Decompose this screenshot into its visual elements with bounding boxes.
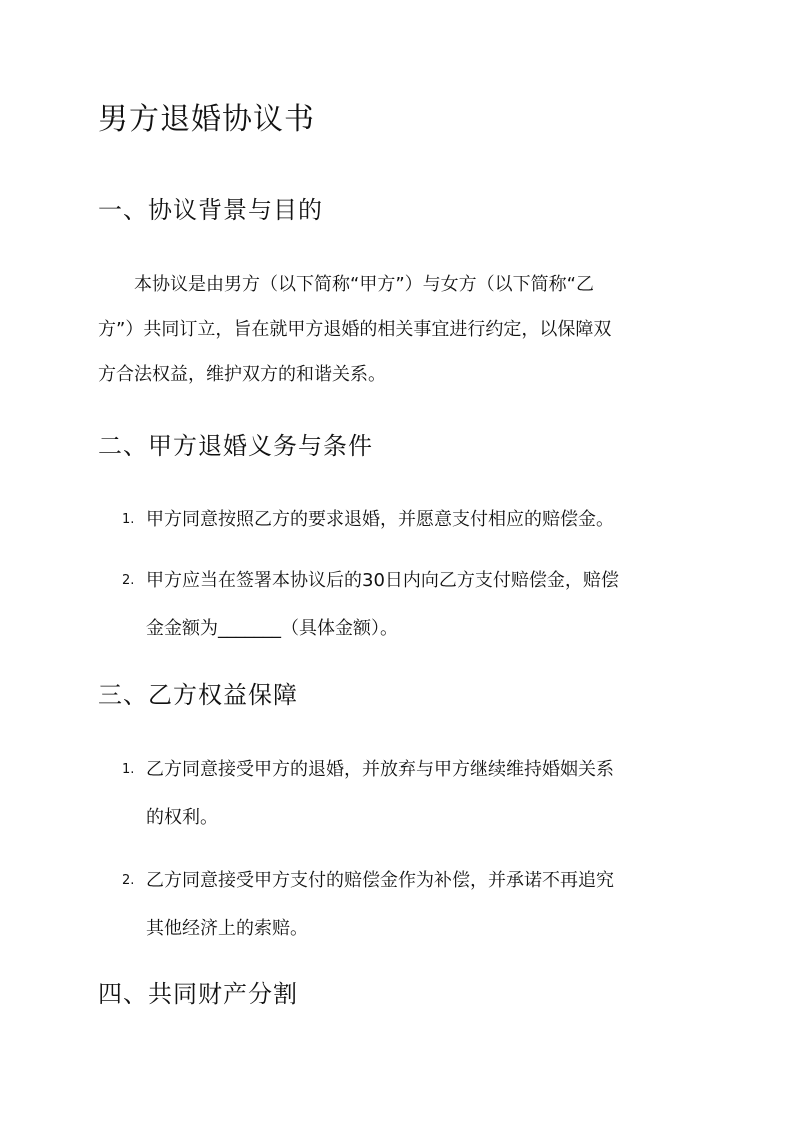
- section-heading-rights: 三、乙方权益保障: [98, 681, 298, 709]
- list-item: [122, 857, 614, 953]
- list-item-line: 乙方同意接受甲方的退婚，并放弃与甲方继续维持婚姻关系: [146, 759, 614, 780]
- document-title: 男方退婚协议书: [98, 102, 315, 137]
- list-item-line: 乙方同意接受甲方支付的赔偿金作为补偿，并承诺不再追究: [146, 870, 614, 891]
- list-item-line: 其他经济上的索赔。: [146, 918, 308, 939]
- list-item-number: 1.: [122, 762, 135, 777]
- list-item-line: 的权利。: [146, 807, 218, 828]
- list-item: [122, 746, 614, 842]
- section-heading-property: 四、共同财产分割: [98, 980, 298, 1008]
- list-item: [122, 496, 614, 544]
- list-item-line: 甲方应当在签署本协议后的30日内向乙方支付赔偿金，赔偿: [146, 570, 619, 591]
- list-item-number: 1.: [122, 512, 135, 527]
- list-item-line: 甲方同意按照乙方的要求退婚，并愿意支付相应的赔偿金。: [146, 509, 614, 530]
- section-heading-obligations: 二、甲方退婚义务与条件: [98, 432, 373, 460]
- list-item-number: 2.: [122, 573, 135, 588]
- paragraph-line: 本协议是由男方（以下简称“甲方”）与女方（以下简称“乙: [98, 274, 594, 295]
- paragraph-line: 方合法权益，维护双方的和谐关系。: [98, 364, 386, 385]
- paragraph-line: 方”）共同订立，旨在就甲方退婚的相关事宜进行约定，以保障双: [98, 319, 612, 340]
- section-paragraph-background: [98, 262, 704, 397]
- list-item-number: 2.: [122, 873, 135, 888]
- section-heading-background: 一、协议背景与目的: [98, 196, 323, 224]
- list-item-line: 金金额为_______（具体金额）。: [146, 618, 398, 639]
- list-item: [122, 557, 619, 653]
